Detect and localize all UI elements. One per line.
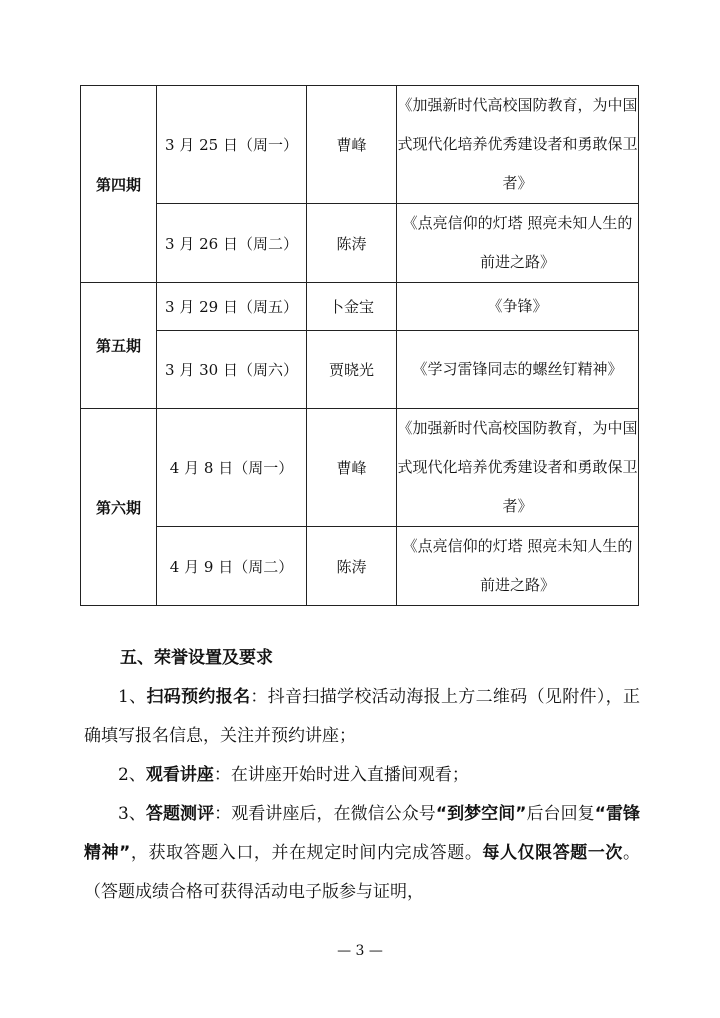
speaker-cell: 卜金宝 <box>307 283 397 331</box>
item-emphasis: “雷锋精神” <box>84 804 640 863</box>
period-cell: 第四期 <box>81 86 157 283</box>
item-text: 在讲座开始时进入直播间观看； <box>230 765 469 785</box>
topic-cell: 《加强新时代高校国防教育，为中国式现代化培养优秀建设者和勇敢保卫者》 <box>397 86 639 204</box>
topic-cell: 《学习雷锋同志的螺丝钉精神》 <box>397 331 639 409</box>
table-row <box>81 409 639 527</box>
table-row <box>81 86 639 204</box>
date-cell: 3 月 29 日（周五） <box>157 283 307 331</box>
schedule-table <box>80 85 639 606</box>
requirement-item-3 <box>84 795 640 912</box>
speaker-cell: 曹峰 <box>307 409 397 527</box>
table-row <box>81 204 639 283</box>
period-cell: 第六期 <box>81 409 157 606</box>
topic-cell: 《点亮信仰的灯塔 照亮未知人生的前进之路》 <box>397 527 639 606</box>
table-row <box>81 527 639 606</box>
speaker-cell: 曹峰 <box>307 86 397 204</box>
item-title: 观看讲座 <box>145 765 214 785</box>
period-cell: 第五期 <box>81 283 157 409</box>
date-cell: 4 月 9 日（周二） <box>157 527 307 606</box>
date-cell: 3 月 30 日（周六） <box>157 331 307 409</box>
topic-cell: 《点亮信仰的灯塔 照亮未知人生的前进之路》 <box>397 204 639 283</box>
item-text: 观看讲座后，在微信公众号 <box>231 804 436 824</box>
item-text: ，获取答题入口，并在规定时间内完成答题。 <box>130 843 483 863</box>
date-cell: 4 月 8 日（周一） <box>157 409 307 527</box>
requirement-item-2 <box>84 756 640 795</box>
speaker-cell: 陈涛 <box>307 204 397 283</box>
item-title: 答题测评 <box>145 804 215 824</box>
topic-cell: 《争锋》 <box>397 283 639 331</box>
item-title: 扫码预约报名 <box>146 687 251 707</box>
item-colon: ： <box>214 804 232 824</box>
date-cell: 3 月 26 日（周二） <box>157 204 307 283</box>
item-emphasis: “到梦空间” <box>435 804 527 824</box>
topic-cell: 《加强新时代高校国防教育，为中国式现代化培养优秀建设者和勇敢保卫者》 <box>397 409 639 527</box>
date-cell: 3 月 25 日（周一） <box>157 86 307 204</box>
item-number: 3、 <box>118 804 146 824</box>
item-number: 1、 <box>118 687 147 707</box>
page-number: — 3 — <box>337 943 383 959</box>
item-text: 。（答题成绩合格可获得活动电子版参与证明， <box>84 843 641 902</box>
item-colon: ： <box>250 687 268 707</box>
item-number: 2、 <box>118 765 146 785</box>
section-heading: 五、荣誉设置及要求 <box>120 648 273 668</box>
item-emphasis: 每人仅限答题一次 <box>482 843 624 863</box>
item-colon: ： <box>213 765 231 785</box>
table-row <box>81 331 639 409</box>
speaker-cell: 贾晓光 <box>307 331 397 409</box>
table-row <box>81 283 639 331</box>
speaker-cell: 陈涛 <box>307 527 397 606</box>
requirement-item-1 <box>84 678 640 756</box>
item-text: 抖音扫描学校活动海报上方二维码（见附件），正确填写报名信息，关注并预约讲座； <box>84 687 641 746</box>
item-text: 后台回复 <box>526 804 595 824</box>
